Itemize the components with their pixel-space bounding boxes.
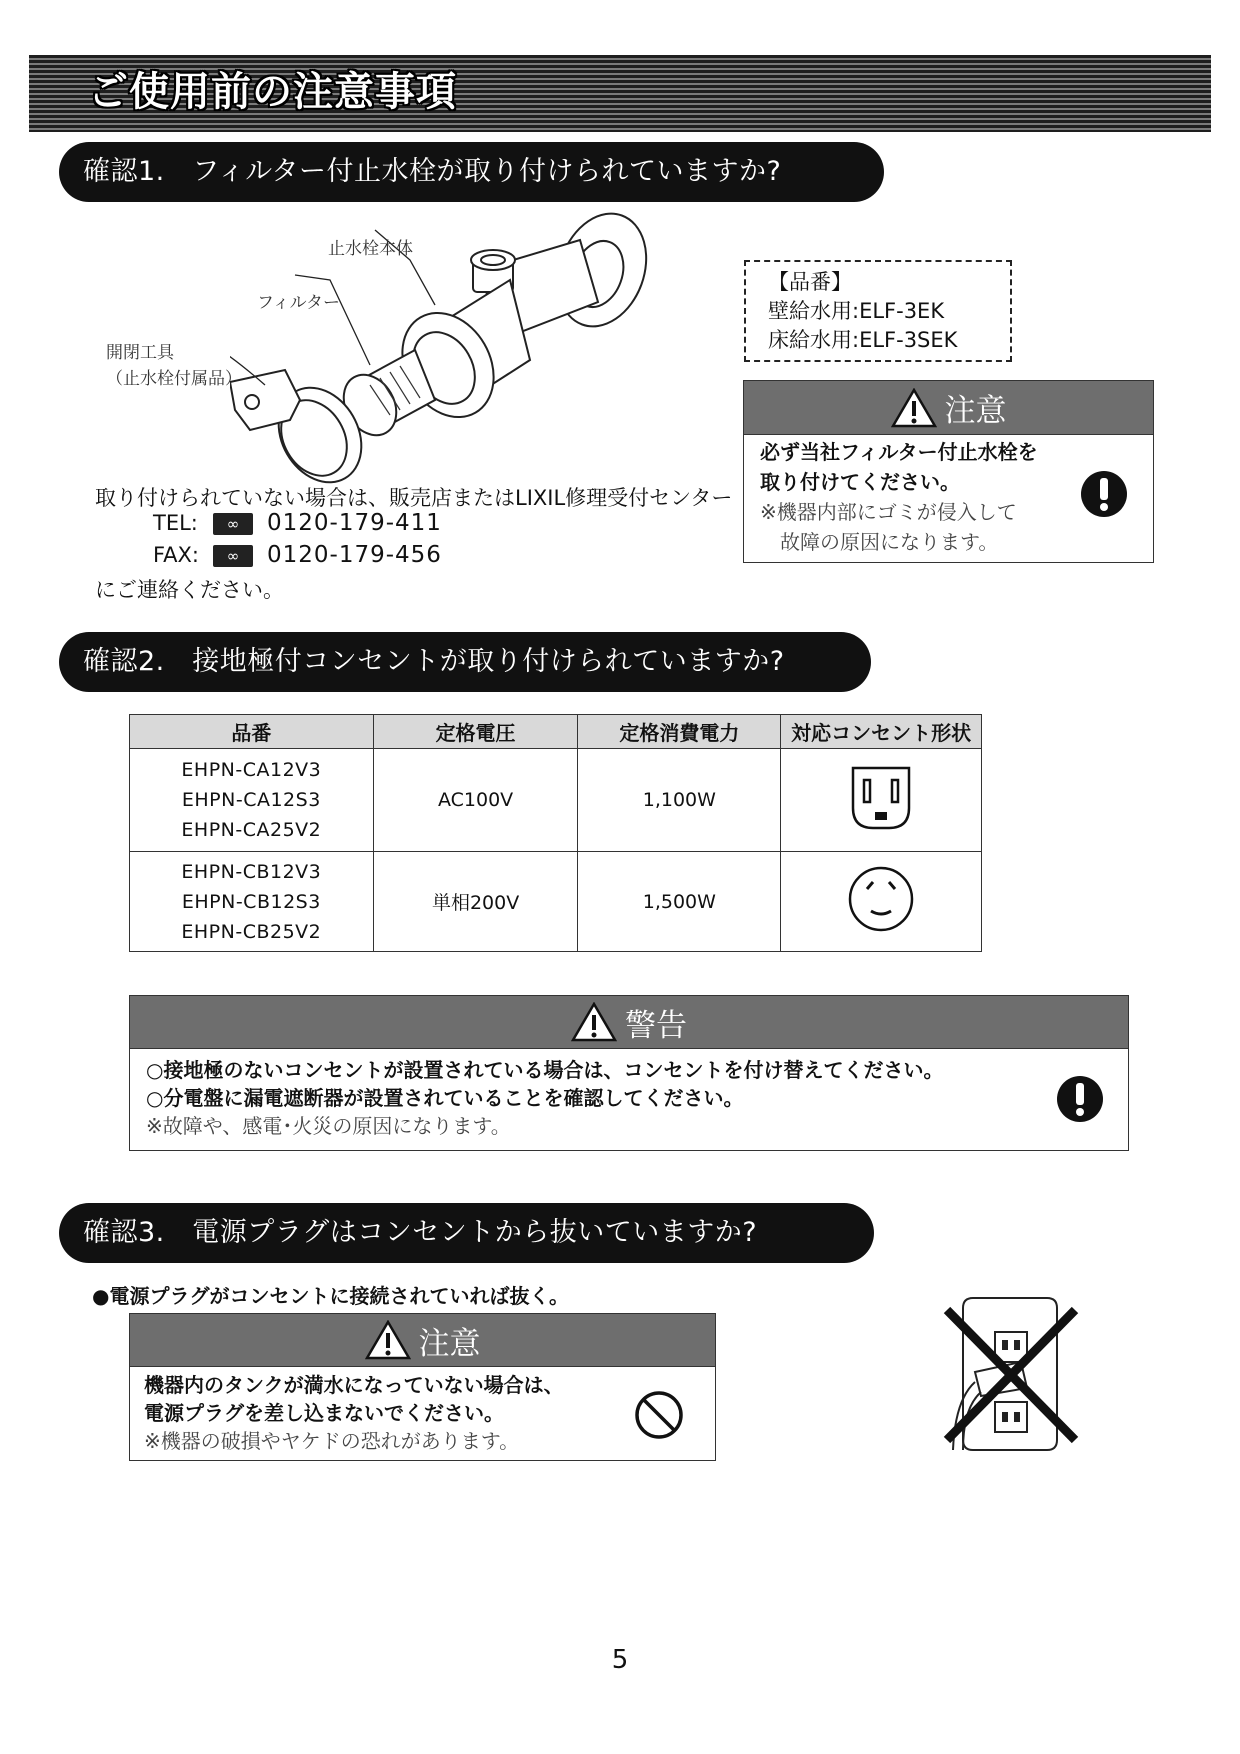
warning-note: ※故障や、感電･火災の原因になります。 — [146, 1114, 511, 1138]
caution-panel-2-title: 注意 — [418, 1325, 481, 1362]
grounded-outlet-100v-icon — [845, 762, 917, 834]
table-header: 定格電圧 — [373, 715, 578, 749]
table-row — [130, 852, 982, 952]
caution-panel-2-head — [130, 1314, 715, 1367]
part-number-floor: 床給水用:ELF-3SEK — [768, 328, 958, 352]
caution-panel-2 — [129, 1313, 716, 1461]
part-number-wall: 壁給水用:ELF-3EK — [768, 299, 945, 323]
voltage-cell: 単相200V — [373, 852, 578, 952]
unplugged-outlet-illustration — [935, 1290, 1085, 1460]
label-tool-note: （止水栓付属品） — [106, 369, 242, 389]
section3-bullet: ●電源プラグがコンセントに接続されていれば抜く。 — [92, 1284, 570, 1308]
contact-intro: 取り付けられていない場合は、販売店またはLIXIL修理受付センター — [95, 486, 733, 510]
warning-triangle-icon — [365, 1320, 411, 1360]
outlet-cell — [781, 852, 982, 952]
model-cell — [130, 749, 374, 852]
section1-heading — [59, 142, 884, 202]
spec-table — [129, 714, 982, 952]
caution-panel-1-head — [744, 381, 1153, 435]
caution-2-line1: 機器内のタンクが満水になっていない場合は、 — [144, 1373, 564, 1397]
section3-heading — [59, 1203, 874, 1263]
section3-heading-text: 確認3. 電源プラグはコンセントから抜いていますか? — [83, 1217, 758, 1248]
part-number-box — [744, 260, 1012, 362]
label-valve-body: 止水栓本体 — [328, 239, 413, 259]
section2-heading — [59, 632, 871, 692]
caution-1-note2: 故障の原因になります。 — [760, 530, 999, 554]
section1-heading-text: 確認1. フィルター付止水栓が取り付けられていますか? — [83, 156, 782, 187]
model-number: EHPN-CB25V2 — [181, 920, 322, 943]
table-row — [130, 749, 982, 852]
warning-triangle-icon — [891, 388, 937, 428]
model-number: EHPN-CA12S3 — [181, 789, 321, 811]
model-number: EHPN-CA25V2 — [181, 819, 322, 841]
grounded-outlet-200v-icon — [845, 863, 917, 935]
model-cell — [130, 852, 374, 952]
stop-valve-illustration — [230, 210, 660, 490]
caution-1-note1: ※機器内部にゴミが侵入して — [760, 500, 1017, 524]
label-filter: フィルター — [257, 293, 340, 313]
voltage-cell: AC100V — [373, 749, 578, 852]
table-header-row — [130, 715, 982, 749]
caution-panel-1-title: 注意 — [944, 393, 1007, 429]
warning-line1: ○接地極のないコンセントが設置されている場合は、コンセントを付け替えてください。 — [146, 1058, 944, 1082]
caution-panel-1 — [743, 380, 1154, 563]
caution-1-line1: 必ず当社フィルター付止水栓を — [760, 440, 1038, 464]
warning-panel-title: 警告 — [625, 1007, 687, 1044]
prohibited-icon — [633, 1389, 685, 1441]
warning-line2: ○分電盤に漏電遮断器が設置されていることを確認してください。 — [146, 1086, 744, 1110]
table-header: 品番 — [130, 715, 374, 749]
contact-tel — [153, 510, 442, 536]
freedial-icon: ∞ — [213, 545, 253, 567]
caution-1-line2: 取り付けてください。 — [760, 470, 960, 494]
model-number: EHPN-CB12V3 — [181, 860, 322, 883]
label-tool: 開閉工具 — [106, 343, 174, 363]
table-header: 定格消費電力 — [578, 715, 781, 749]
page-number: 5 — [611, 1645, 629, 1675]
model-number: EHPN-CA12V3 — [181, 759, 322, 781]
warning-panel — [129, 995, 1129, 1151]
power-cell: 1,500W — [578, 852, 781, 952]
caution-2-line2: 電源プラグを差し込まないでください。 — [144, 1401, 504, 1425]
contact-fax — [153, 542, 442, 568]
outlet-cell — [781, 749, 982, 852]
page-title: ご使用前の注意事項 — [88, 69, 457, 115]
part-number-header: 【品番】 — [768, 270, 852, 294]
warning-triangle-icon — [571, 1002, 617, 1042]
fax-number: 0120-179-456 — [267, 542, 442, 568]
power-cell: 1,100W — [578, 749, 781, 852]
contact-outro: にご連絡ください。 — [95, 578, 284, 602]
mandatory-exclamation-icon — [1055, 1074, 1105, 1124]
model-number: EHPN-CB12S3 — [181, 890, 321, 913]
tel-number: 0120-179-411 — [267, 510, 442, 536]
freedial-icon: ∞ — [213, 513, 253, 535]
fax-label: FAX: — [153, 543, 199, 567]
caution-2-note: ※機器の破損やヤケドの恐れがあります。 — [144, 1429, 520, 1453]
table-header: 対応コンセント形状 — [781, 715, 982, 749]
tel-label: TEL: — [153, 511, 198, 535]
section2-heading-text: 確認2. 接地極付コンセントが取り付けられていますか? — [83, 646, 785, 677]
mandatory-exclamation-icon — [1079, 469, 1129, 519]
warning-panel-head — [130, 996, 1128, 1049]
